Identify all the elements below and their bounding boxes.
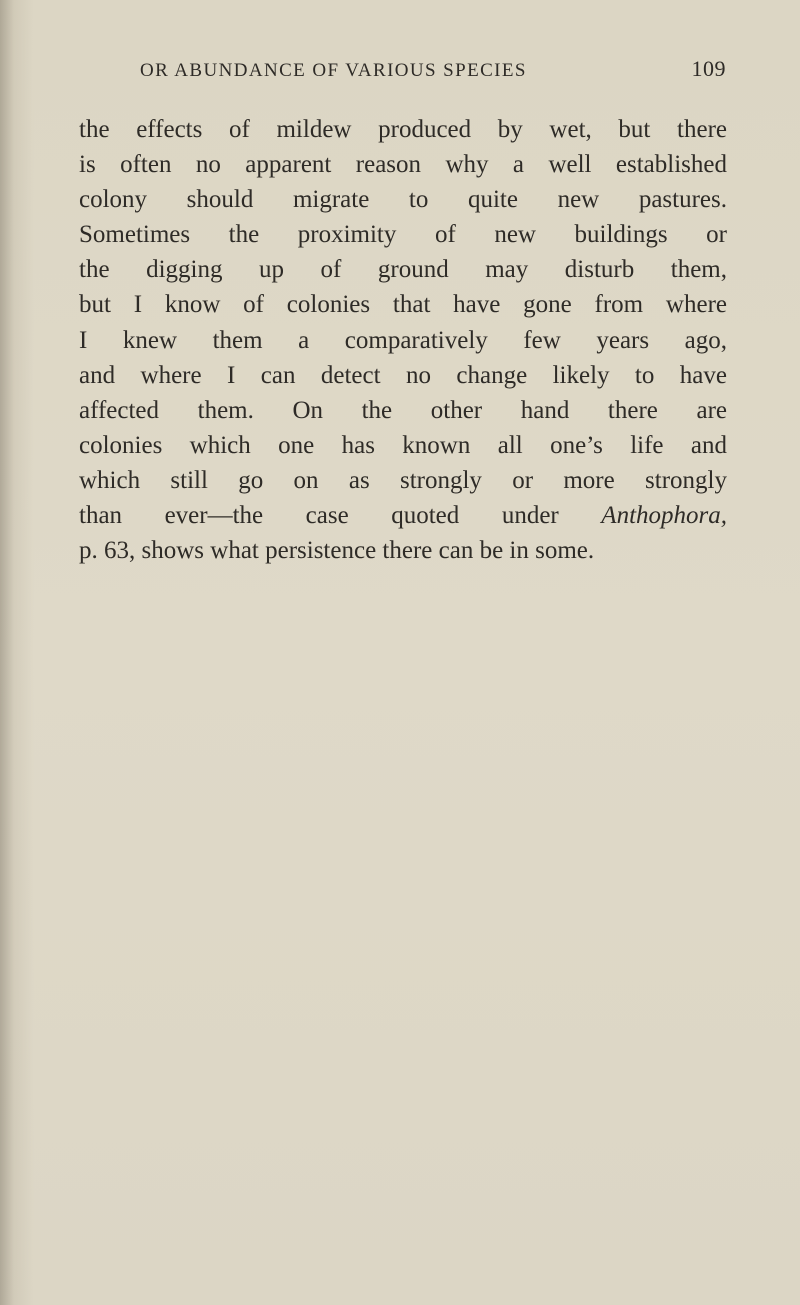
- running-title: OR ABUNDANCE OF VARIOUS SPECIES: [140, 60, 527, 81]
- text-line: which still go on as strongly or more strongly: [79, 466, 727, 494]
- text-line: I knew them a comparatively few years ago,: [79, 326, 727, 354]
- text-line: the digging up of ground may disturb them,: [79, 256, 727, 284]
- text-line: Sometimes the proximity of new buildings or: [79, 221, 727, 249]
- text-line: the effects of mildew produced by wet, but there: [79, 116, 727, 143]
- page-number: 109: [691, 56, 726, 81]
- text-segment: than ever—the case quoted under: [79, 502, 559, 530]
- text-line-with-italic: [79, 498, 727, 533]
- running-head: [140, 56, 726, 84]
- text-line: but I know of colonies that have gone from where: [79, 291, 727, 319]
- text-line: colonies which one has known all one’s life and: [79, 431, 727, 459]
- body-paragraph: [79, 112, 727, 568]
- text-line: is often no apparent reason why a well established: [79, 151, 727, 179]
- text-line: colony should migrate to quite new pastures.: [79, 186, 727, 214]
- text-line: p. 63, shows what persistence there can be in some.: [79, 537, 595, 565]
- italic-term: Anthophora,: [601, 502, 727, 530]
- text-line: affected them. On the other hand there are: [79, 396, 727, 424]
- text-line: and where I can detect no change likely to have: [79, 361, 727, 389]
